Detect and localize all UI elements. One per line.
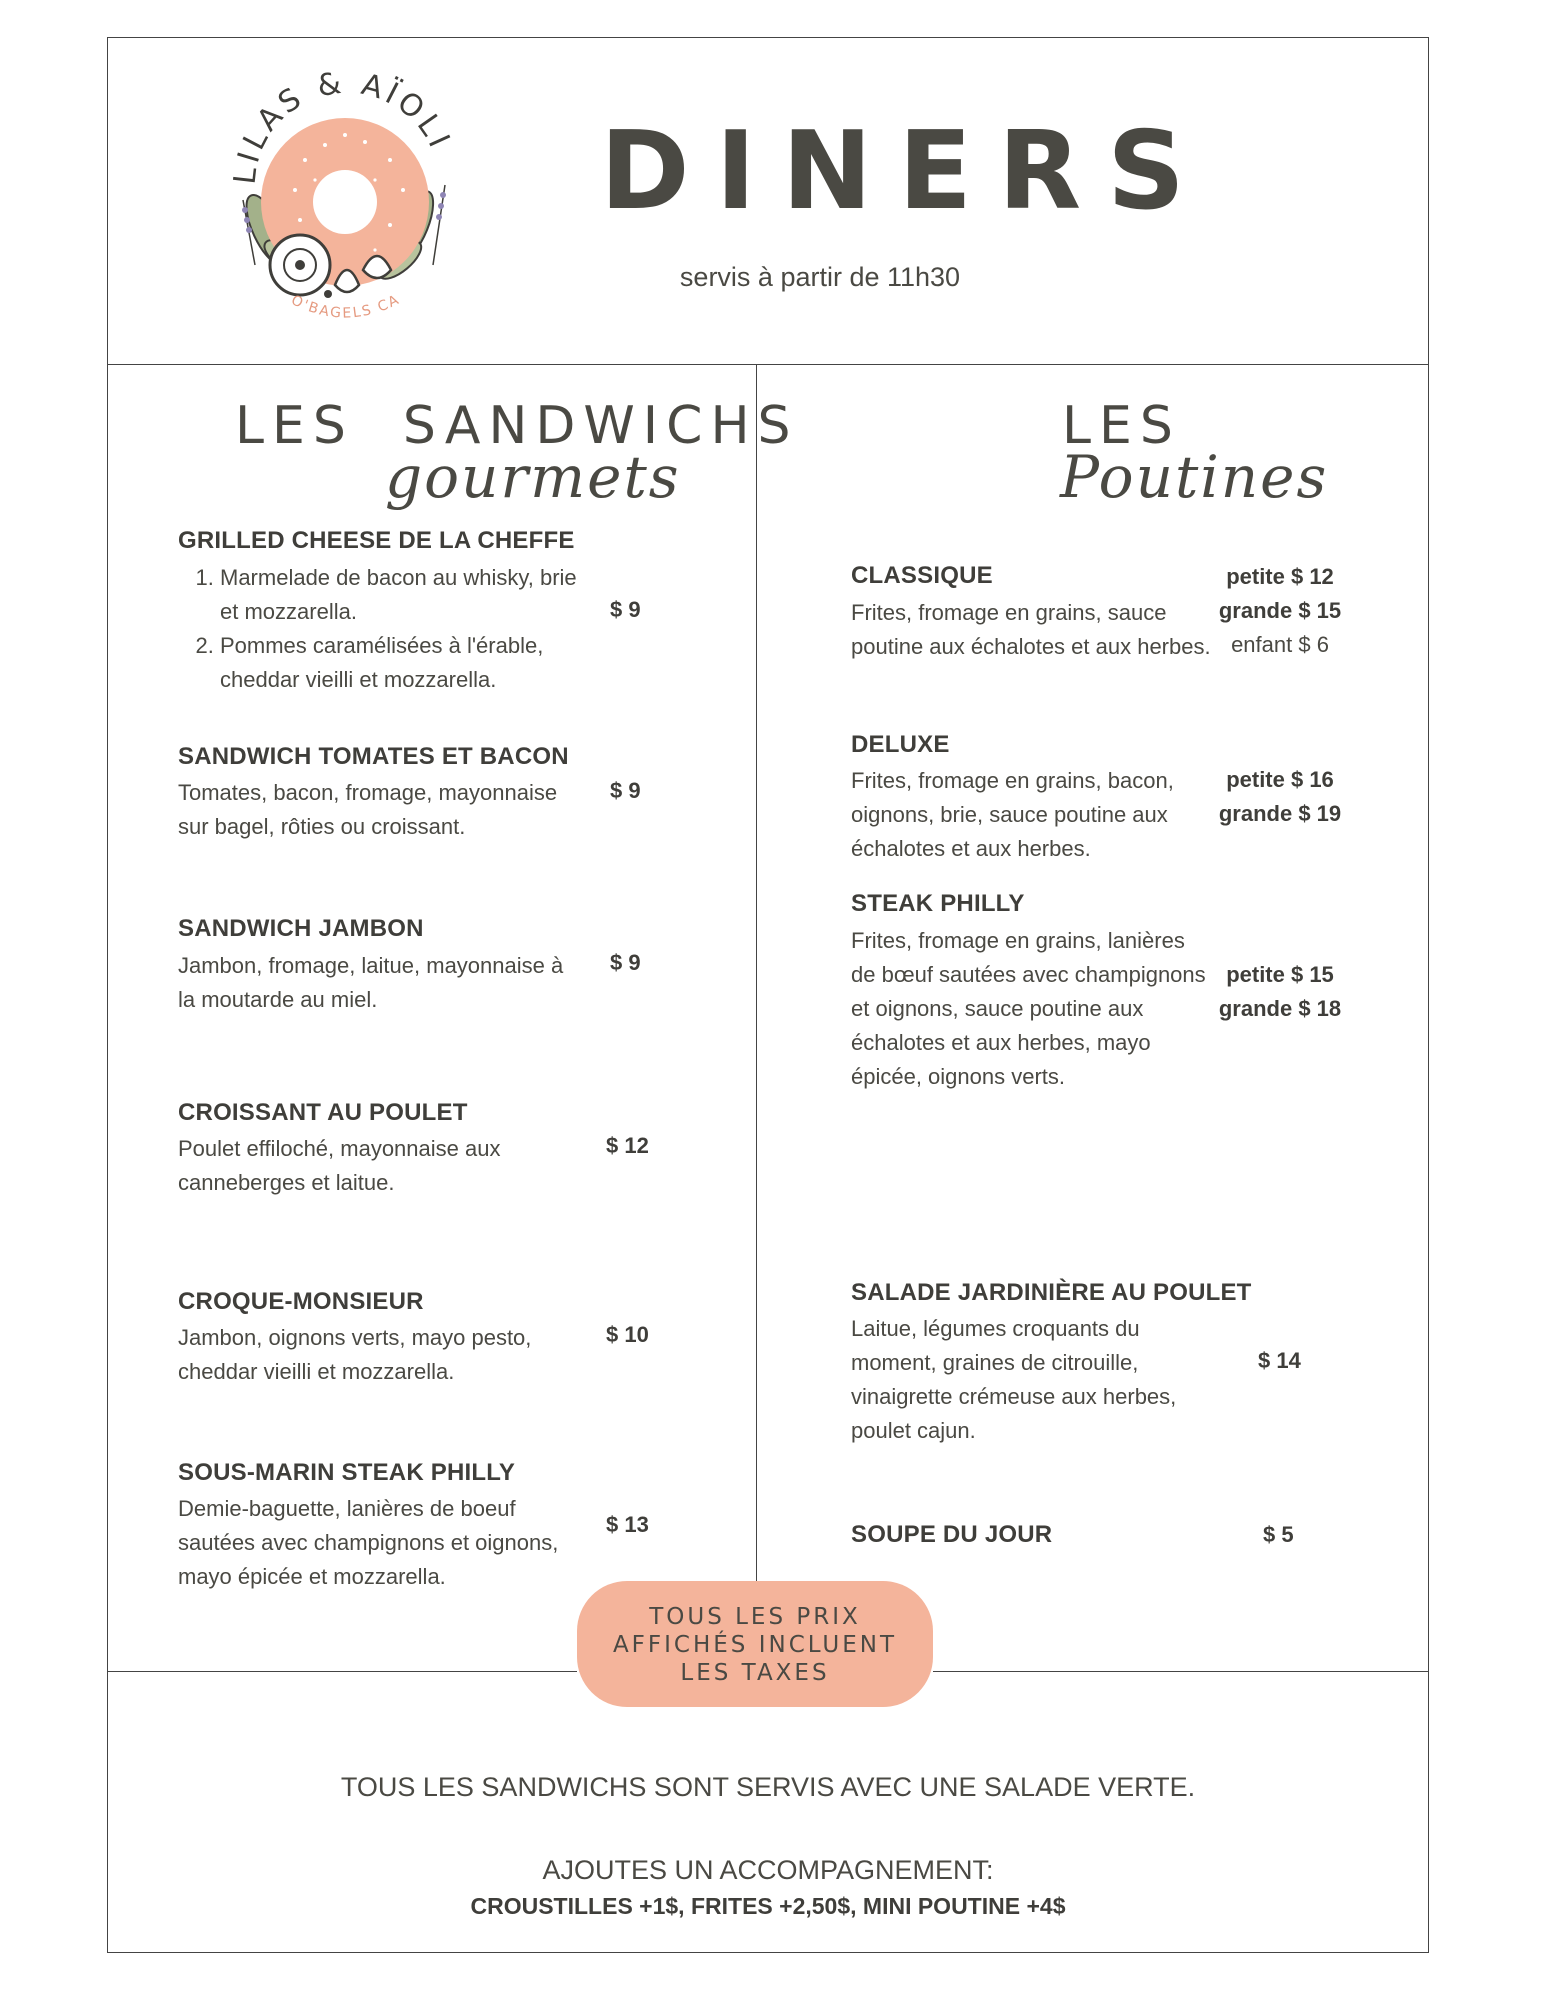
footer-divider-right [933,1671,1429,1672]
item-price: $ 10 [606,1322,649,1347]
item-name: GRILLED CHEESE DE LA CHEFFE [178,527,575,554]
item-name: SANDWICH JAMBON [178,915,424,942]
svg-text:LILAS & AÏOLI: LILAS & AÏOLI [227,65,458,186]
footer-note: TOUS LES SANDWICHS SONT SERVIS AVEC UNE SALADE VERTE. [340,1772,1196,1802]
column-divider [756,364,757,1582]
option-item: 1. Marmelade de bacon au whisky, brie et mozzarella. [220,561,588,629]
price-size-small: petite $ 12 [1226,564,1334,589]
brand-logo [225,60,465,345]
item-description: Demie-baguette, lanières de boeuf sautées avec champignons et oignons, mayo épicée et mozzarella. [178,1496,559,1589]
price-size-small: petite $ 15 [1226,962,1334,987]
price-size-small: petite $ 16 [1226,767,1334,792]
item-description: Tomates, bacon, fromage, mayonnaise sur bagel, rôties ou croissant. [178,780,558,839]
svg-text:O'BAGELS CAFÉ: O'BAGELS CA [288,291,403,322]
item-name: SOUS-MARIN STEAK PHILLY [178,1459,516,1486]
badge-line: AFFICHÉS INCLUENT [612,1632,898,1658]
page-title: DINERS [600,109,1211,234]
item-price-list [1200,958,1360,1026]
price-size-large: grande $ 19 [1218,801,1342,826]
header-divider [107,364,1429,365]
item-name: SANDWICH TOMATES ET BACON [178,743,569,770]
addon-list: CROUSTILLES +1$, FRITES +2,50$, MINI POUTINE +4$ [470,1893,1066,1919]
item-price: $ 9 [610,778,641,803]
item-name: SALADE JARDINIÈRE AU POULET [851,1279,1252,1306]
item-description: Jambon, oignons verts, mayo pesto, cheddar vieilli et mozzarella. [178,1325,532,1384]
item-description: Laitue, légumes croquants du moment, graines de citrouille, vinaigrette crémeuse aux herbes, poulet cajun. [851,1316,1177,1443]
option-item: 2. Pommes caramélisées à l'érable, cheddar vieilli et mozzarella. [220,629,588,697]
item-price: $ 9 [610,597,641,622]
poutines-script-heading: Poutines [1060,443,1329,511]
item-price: $ 5 [1263,1522,1294,1547]
item-description: Frites, fromage en grains, bacon, oignons, brie, sauce poutine aux échalotes et aux herbes. [851,768,1174,861]
item-description: Frites, fromage en grains, sauce poutine aux échalotes et aux herbes. [851,600,1211,659]
item-price-list [1200,560,1360,662]
item-price-list [1200,763,1360,831]
item-name: SOUPE DU JOUR [851,1521,1053,1548]
item-price: $ 13 [606,1512,649,1537]
item-description: Frites, fromage en grains, lanières de bœuf sautées avec champignons et oignons, sauce poutine aux échalotes et aux herbes, mayo épicée, oignons verts. [851,928,1206,1089]
item-name: CROQUE-MONSIEUR [178,1288,424,1315]
item-price: $ 9 [610,950,641,975]
service-hours: servis à partir de 11h30 [679,262,961,292]
item-name: STEAK PHILLY [851,890,1025,917]
poutines-heading: LES [1062,396,1181,456]
option-list [178,561,588,697]
price-size-large: grande $ 15 [1218,598,1342,623]
item-name: DELUXE [851,731,950,758]
badge-line: LES TAXES [680,1660,830,1686]
addon-title: AJOUTES UN ACCOMPAGNEMENT: [542,1855,994,1885]
bagel-logo-icon [225,60,465,345]
item-description: Jambon, fromage, laitue, mayonnaise à la moutarde au miel. [178,953,564,1012]
sandwiches-script-heading: gourmets [385,443,681,511]
footer-divider-left [107,1671,577,1672]
item-price: $ 14 [1258,1348,1301,1373]
taxes-badge [577,1581,933,1707]
item-description: Poulet effiloché, mayonnaise aux canneberges et laitue. [178,1136,501,1195]
price-size-large: grande $ 18 [1218,996,1342,1021]
price-size-kids: enfant $ 6 [1231,632,1329,657]
item-name: CROISSANT AU POULET [178,1099,468,1126]
sandwiches-heading: LES SANDWICHS [235,396,799,456]
item-name: CLASSIQUE [851,562,993,589]
item-price: $ 12 [606,1133,649,1158]
badge-line: TOUS LES PRIX [649,1604,861,1630]
